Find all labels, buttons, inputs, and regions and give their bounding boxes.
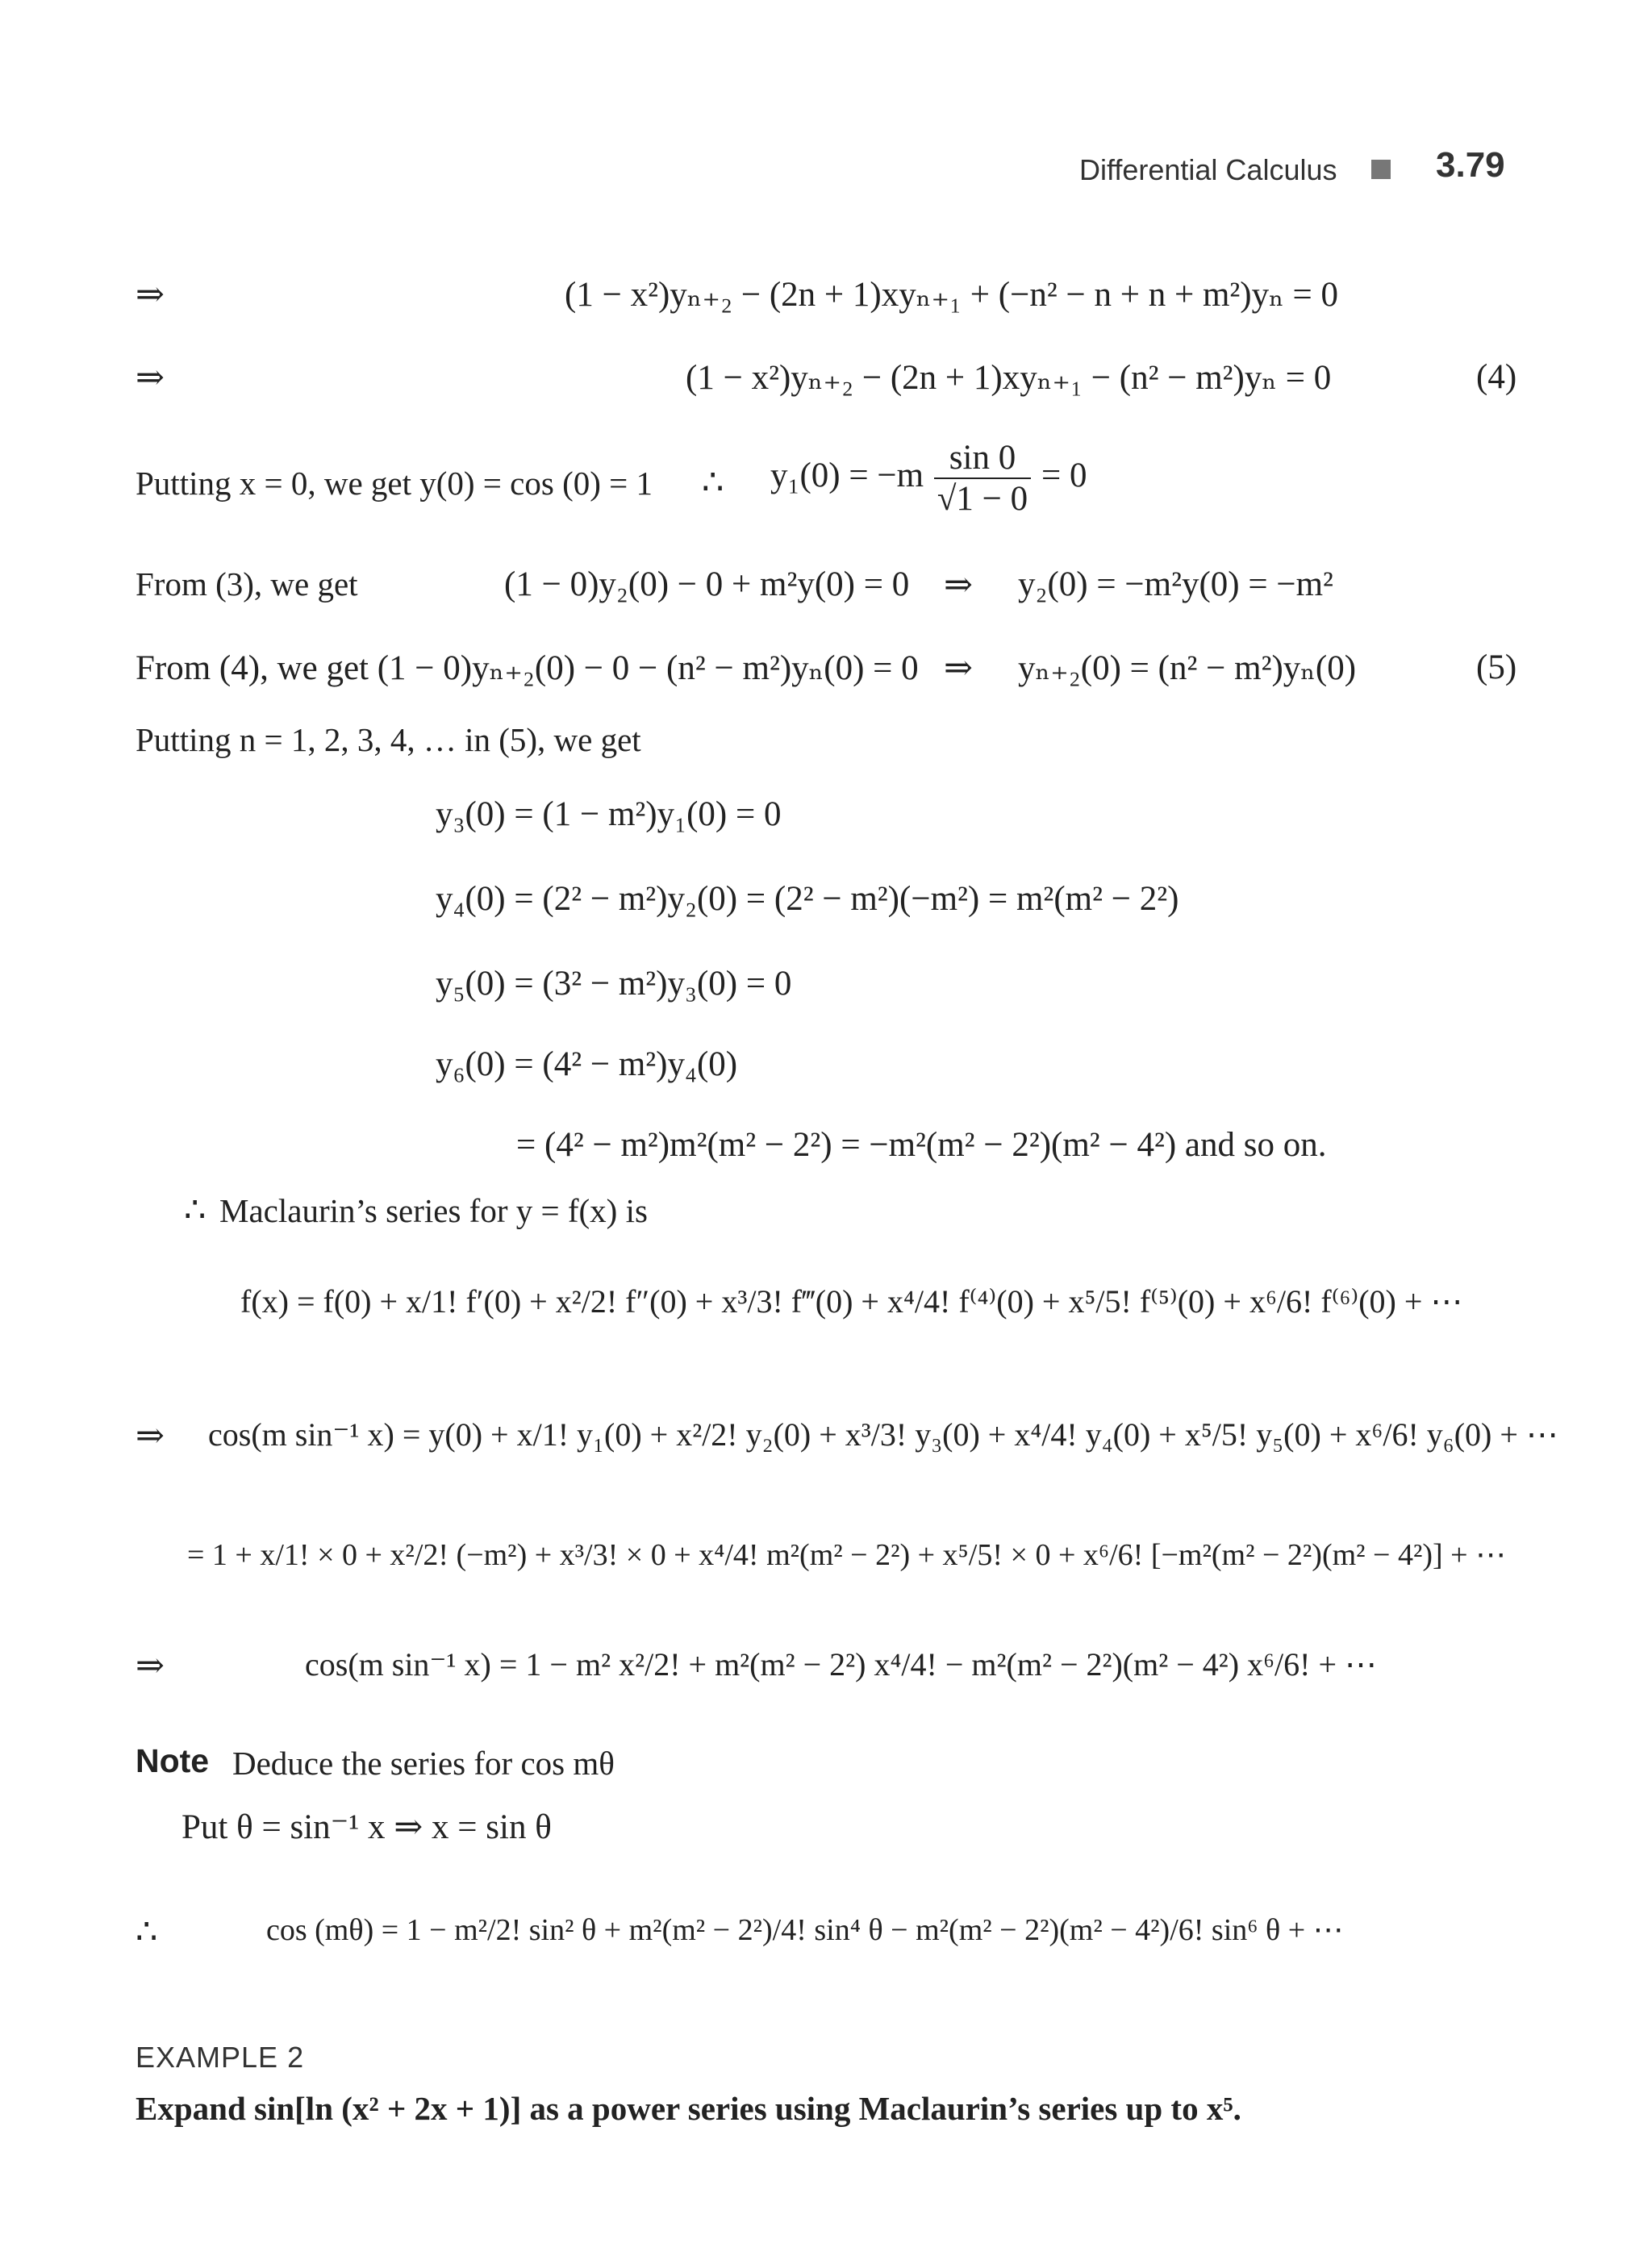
equation-number: (4) <box>1476 358 1517 396</box>
text-line: Putting n = 1, 2, 3, 4, … in (5), we get <box>136 721 641 758</box>
implies-arrow: ⇒ <box>136 1417 165 1455</box>
text-line: Putting x = 0, we get y(0) = cos (0) = 1 <box>136 465 653 502</box>
cos-series-result: cos(m sin⁻¹ x) = 1 − m² x²/2! + m²(m² − 2²) x⁴/4! − m²(m² − 2²)(m² − 4²) x⁶/6! + ⋯ <box>305 1646 1378 1683</box>
therefore-symbol: ∴ <box>702 464 724 502</box>
implies-arrow: ⇒ <box>136 359 165 397</box>
fraction <box>934 440 1031 517</box>
implies-arrow: ⇒ <box>136 276 165 314</box>
equation: y₄(0) = (2² − m²)y₂(0) = (2² − m²)(−m²) = m²(m² − 2²) <box>436 880 1179 918</box>
cos-m-theta-series: cos (mθ) = 1 − m²/2! sin² θ + m²(m² − 2²)/4! sin⁴ θ − m²(m² − 2²)(m² − 4²)/6! sin⁶ θ + ⋯ <box>266 1913 1344 1947</box>
equation: y₅(0) = (3² − m²)y₃(0) = 0 <box>436 965 792 1003</box>
implies-arrow: ⇒ <box>944 649 974 687</box>
y1-lhs: y₁(0) = −m <box>770 457 924 495</box>
equation-4: (1 − x²)yₙ₊₂ − (2n + 1)xyₙ₊₁ − (n² − m²)yₙ = 0 <box>686 359 1332 397</box>
text-line: From (3), we get <box>136 565 358 603</box>
text-line: From (4), we get (1 − 0)yₙ₊₂(0) − 0 − (n² − m²)yₙ(0) = 0 <box>136 649 919 687</box>
equation: y₃(0) = (1 − m²)y₁(0) = 0 <box>436 795 782 833</box>
page-number: 3.79 <box>1436 145 1505 185</box>
text-line: Maclaurin’s series for y = f(x) is <box>219 1192 648 1229</box>
denominator: √1 − 0 <box>934 477 1031 517</box>
equation: y₂(0) = −m²y(0) = −m² <box>1018 565 1333 603</box>
text-line: Put θ = sin⁻¹ x ⇒ x = sin θ <box>181 1808 552 1846</box>
cos-series-substituted: cos(m sin⁻¹ x) = y(0) + x/1! y₁(0) + x²/2! y₂(0) + x³/3! y₃(0) + x⁴/4! y₄(0) + x⁵/5! y₅(0) + x⁶/6! y₆(0) + ⋯ <box>208 1416 1558 1453</box>
equation: y₆(0) = (4² − m²)y₄(0) <box>436 1045 738 1083</box>
y1-rhs: = 0 <box>1041 457 1087 495</box>
header-square-icon <box>1371 160 1391 179</box>
equation: = (4² − m²)m²(m² − 2²) = −m²(m² − 2²)(m² − 4²) and so on. <box>516 1126 1327 1164</box>
equation-expanded: (1 − x²)yₙ₊₂ − (2n + 1)xyₙ₊₁ + (−n² − n + n + m²)yₙ = 0 <box>565 276 1338 314</box>
equation-5: yₙ₊₂(0) = (n² − m²)yₙ(0) <box>1018 649 1357 687</box>
implies-arrow: ⇒ <box>136 1647 165 1685</box>
maclaurin-general-series: f(x) = f(0) + x/1! f′(0) + x²/2! f″(0) + x³/3! f‴(0) + x⁴/4! f⁽⁴⁾(0) + x⁵/5! f⁽⁵⁾(0) + x⁶/6! f⁽⁶⁾(0) + ⋯ <box>240 1283 1463 1320</box>
running-head-title: Differential Calculus <box>1079 153 1337 186</box>
note-label: Note <box>136 1742 210 1779</box>
therefore-symbol: ∴ <box>184 1191 206 1229</box>
note-text: Deduce the series for cos mθ <box>232 1745 615 1782</box>
example-statement: Expand sin[ln (x² + 2x + 1)] as a power series using Maclaurin’s series up to x⁵. <box>136 2090 1241 2127</box>
numerator: sin 0 <box>949 439 1016 477</box>
cos-series-values: = 1 + x/1! × 0 + x²/2! (−m²) + x³/3! × 0 + x⁴/4! m²(m² − 2²) + x⁵/5! × 0 + x⁶/6! [−m²(m² − 2²)(m² − 4²)] + ⋯ <box>187 1538 1507 1572</box>
y1-derivation <box>770 440 1087 517</box>
implies-arrow: ⇒ <box>944 566 974 604</box>
example-label: EXAMPLE 2 <box>136 2041 305 2074</box>
therefore-symbol: ∴ <box>136 1913 158 1951</box>
equation: (1 − 0)y₂(0) − 0 + m²y(0) = 0 <box>504 565 910 603</box>
equation-number: (5) <box>1476 648 1517 686</box>
